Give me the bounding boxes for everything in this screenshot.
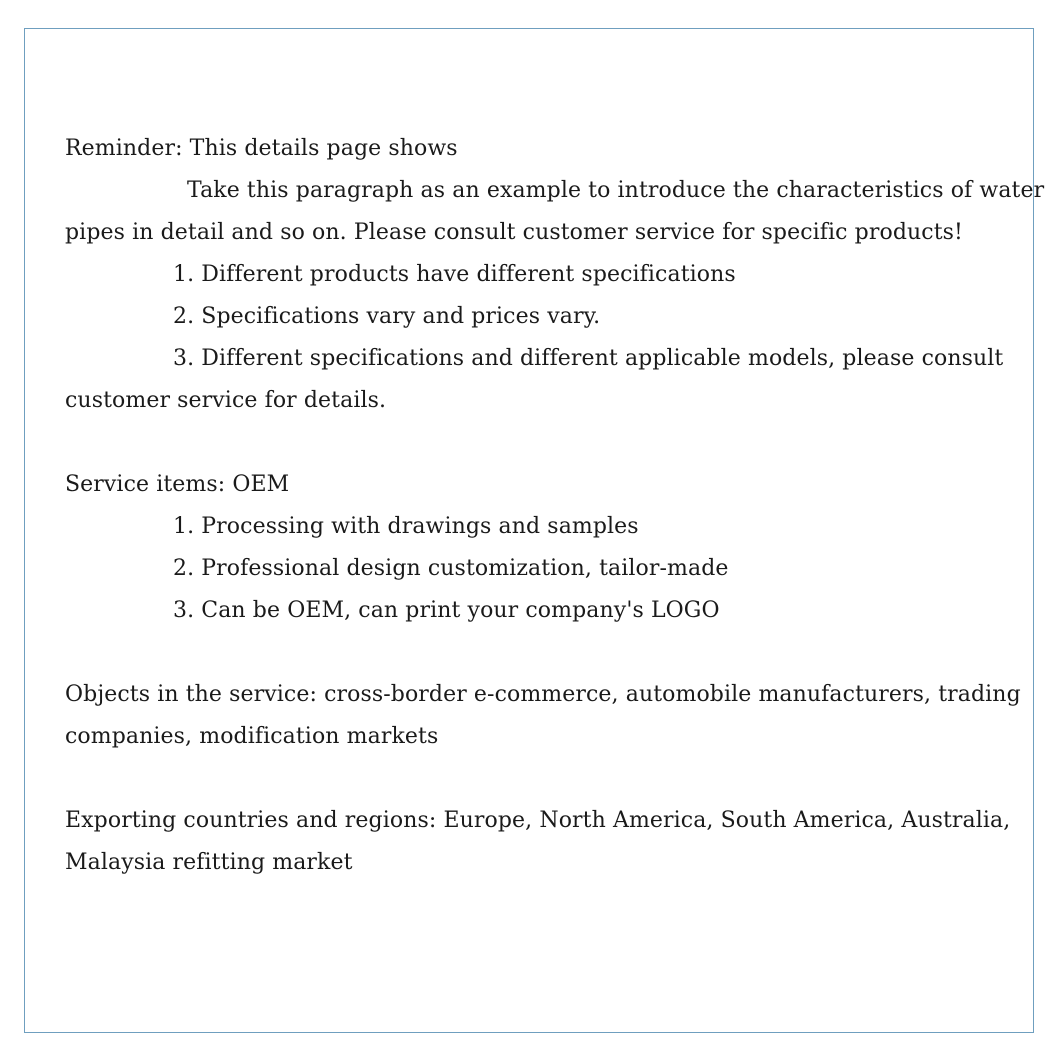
reminder-intro-line-1: Take this paragraph as an example to introduce the characteristics of water (187, 178, 1045, 203)
service-item-2: 2. Professional design customization, tailor-made (173, 556, 729, 581)
service-item-3: 3. Can be OEM, can print your company's LOGO (173, 598, 720, 623)
exporting-line-1: Exporting countries and regions: Europe, North America, South America, Australia, (65, 808, 1011, 833)
exporting-line-2: Malaysia refitting market (65, 850, 353, 875)
reminder-item-2: 2. Specifications vary and prices vary. (173, 304, 601, 329)
section-spacer (65, 422, 1015, 464)
service-heading: Service items: OEM (65, 472, 290, 497)
reminder-intro-line-2: pipes in detail and so on. Please consult customer service for specific products! (65, 220, 963, 245)
objects-line-2: companies, modification markets (65, 724, 439, 749)
document-body (65, 128, 1045, 884)
reminder-item-3: 3. Different specifications and different applicable models, please consult (173, 346, 1004, 371)
reminder-heading: Reminder: This details page shows (65, 136, 458, 161)
section-spacer (65, 632, 1015, 674)
reminder-item-1: 1. Different products have different specifications (173, 262, 736, 287)
reminder-item-3-continuation: customer service for details. (65, 388, 387, 413)
section-spacer (65, 758, 1015, 800)
objects-line-1: Objects in the service: cross-border e-commerce, automobile manufacturers, trading (65, 682, 1021, 707)
service-item-1: 1. Processing with drawings and samples (173, 514, 639, 539)
